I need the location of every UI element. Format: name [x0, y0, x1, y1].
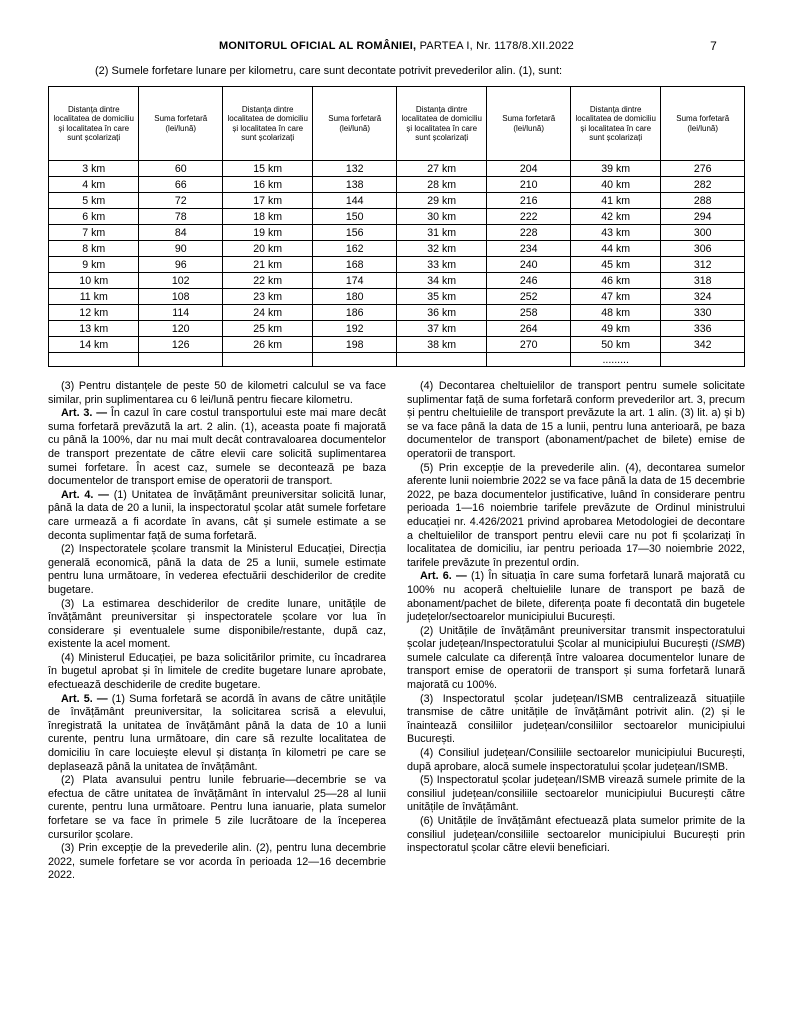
- intro-paragraph: (2) Sumele forfetare lunare per kilometru, care sunt decontate potrivit prevederilor alin. (1), sunt:: [95, 65, 563, 77]
- distance-cell: .........: [570, 353, 660, 367]
- sum-cell: 198: [313, 337, 397, 353]
- distance-cell: 15 km: [222, 161, 312, 177]
- body-paragraph: (4) Decontarea cheltuielilor de transport pentru sumele solicitate suplimentar față de suma forfetară conform prevederilor art. 3, precum și pentru cheltuielile de transport prevăzute la art. 1 alin. (3) lit. a) și b) se va face până la data de 15 a lunii, pentru luna anterioară, pe baza documentelor de transport (abonament/pachet de bilete) emise de operatorii de transport.: [407, 380, 745, 460]
- sum-cell: 324: [661, 289, 745, 305]
- sum-cell: 204: [487, 161, 571, 177]
- sum-cell: 312: [661, 257, 745, 273]
- sum-cell: 150: [313, 209, 397, 225]
- sum-cell: 282: [661, 177, 745, 193]
- table-row: [49, 177, 745, 193]
- distance-cell: 12 km: [49, 305, 139, 321]
- distance-cell: 44 km: [570, 241, 660, 257]
- distance-cell: 5 km: [49, 193, 139, 209]
- sum-cell: 264: [487, 321, 571, 337]
- distance-cell: [222, 353, 312, 367]
- table-row: [49, 305, 745, 321]
- sum-cell: 126: [139, 337, 223, 353]
- distance-cell: 34 km: [396, 273, 486, 289]
- distance-cell: 25 km: [222, 321, 312, 337]
- sum-cell: 270: [487, 337, 571, 353]
- distance-cell: 33 km: [396, 257, 486, 273]
- distance-cell: 19 km: [222, 225, 312, 241]
- table-row: [49, 257, 745, 273]
- distance-cell: 4 km: [49, 177, 139, 193]
- body-paragraph: (3) Prin excepție de la prevederile alin. (2), pentru luna decembrie 2022, sumele forfetare se vor acorda în perioada 12—16 decembrie 2022.: [48, 842, 386, 882]
- sum-cell: 306: [661, 241, 745, 257]
- sum-cell: 186: [313, 305, 397, 321]
- sum-cell: 84: [139, 225, 223, 241]
- distance-cell: 38 km: [396, 337, 486, 353]
- sum-cell: 342: [661, 337, 745, 353]
- sum-cell: 114: [139, 305, 223, 321]
- distance-column-header: Distanța dintre localitatea de domiciliu și localitatea în care sunt școlarizați: [222, 87, 312, 161]
- distance-cell: 35 km: [396, 289, 486, 305]
- distance-column-header: Distanța dintre localitatea de domiciliu și localitatea în care sunt școlarizați: [570, 87, 660, 161]
- sum-column-header: Suma forfetară (lei/lună): [487, 87, 571, 161]
- distance-cell: 10 km: [49, 273, 139, 289]
- right-column: [407, 380, 745, 883]
- table-body: [49, 161, 745, 367]
- left-column: [48, 380, 386, 883]
- sum-cell: 102: [139, 273, 223, 289]
- sum-cell: 132: [313, 161, 397, 177]
- page-header: [48, 40, 745, 52]
- distance-cell: 8 km: [49, 241, 139, 257]
- table-row: [49, 241, 745, 257]
- sum-cell: 228: [487, 225, 571, 241]
- distance-cell: 29 km: [396, 193, 486, 209]
- sum-cell: 252: [487, 289, 571, 305]
- sum-column-header: Suma forfetară (lei/lună): [661, 87, 745, 161]
- table-header-row: [49, 87, 745, 161]
- distance-cell: 17 km: [222, 193, 312, 209]
- distance-cell: 28 km: [396, 177, 486, 193]
- distance-cell: 21 km: [222, 257, 312, 273]
- sum-cell: [661, 353, 745, 367]
- body-paragraph: (3) La estimarea deschiderilor de credite lunare, unitățile de învățământ preuniversitar și inspectoratele școlare vor lua în considerare și eventualele sume disponibile/restante, după caz, existente la acel moment.: [48, 597, 386, 651]
- sum-cell: [313, 353, 397, 367]
- sum-cell: 216: [487, 193, 571, 209]
- journal-title: MONITORUL OFICIAL AL ROMÂNIEI,: [219, 40, 417, 52]
- sum-cell: 180: [313, 289, 397, 305]
- sum-cell: 246: [487, 273, 571, 289]
- table-row: [49, 321, 745, 337]
- sum-cell: 156: [313, 225, 397, 241]
- sum-cell: 168: [313, 257, 397, 273]
- sum-cell: 144: [313, 193, 397, 209]
- body-paragraph: (4) Ministerul Educației, pe baza solicitărilor primite, cu încadrarea în bugetul aprobat și în limitele de credite bugetare lunare aprobate, efectuează deschiderile de credite bugetare.: [48, 651, 386, 692]
- sum-cell: 318: [661, 273, 745, 289]
- distance-cell: 48 km: [570, 305, 660, 321]
- body-paragraph: Art. 4. — (1) Unitatea de învățământ preuniversitar solicită lunar, până la data de 20 a lunii, la inspectoratul școlar atât sumele forfetare care urmează a fi acordate în avans, cât și sumele estimate a se deconta suplimentar față de suma forfetară.: [48, 488, 386, 542]
- body-paragraph: (2) Plata avansului pentru lunile februarie—decembrie se va efectua de către unitatea de învățământ în intervalul 25—28 al lunii curente, pentru luna următoare. Pentru luna ianuarie, plata sumelor forfetare se va face în primele 5 zile lucrătoare de la începerea cursurilor școlare.: [48, 774, 386, 841]
- sum-cell: 96: [139, 257, 223, 273]
- body-paragraph: (2) Unitățile de învățământ preuniversitar transmit inspectoratului școlar județean/Inspectoratului Școlar al municipiului București (ISMB) sumele calculate ca diferență între valoarea documentelor lunare de transport emise de operatorii de transport și suma forfetară lunară majorată cu 100%.: [407, 624, 745, 692]
- distance-cell: 24 km: [222, 305, 312, 321]
- table-row: [49, 353, 745, 367]
- body-paragraph: Art. 5. — (1) Suma forfetară se acordă în avans de către unitățile de învățământ preuniversitar, la solicitarea scrisă a elevului, înregistrată la unitatea de învățământ până la data de 10 a lunii curente, pentru luna următoare, din care să rezulte localitatea de domiciliu în care locuiește elevul și distanța în kilometri pe care se deplasează până la unitatea de învățământ.: [48, 692, 386, 773]
- distance-cell: 39 km: [570, 161, 660, 177]
- distance-cell: 20 km: [222, 241, 312, 257]
- sum-column-header: Suma forfetară (lei/lună): [313, 87, 397, 161]
- body-paragraph: (5) Inspectoratul școlar județean/ISMB virează sumele primite de la consiliul județean/consiliile sectoarelor municipiului București către unitățile de învățământ.: [407, 774, 745, 814]
- distance-cell: 42 km: [570, 209, 660, 225]
- sum-cell: 288: [661, 193, 745, 209]
- body-paragraph: (3) Pentru distanțele de peste 50 de kilometri calculul se va face similar, prin suplimentarea cu 6 lei/lună pentru fiecare kilometru.: [48, 380, 386, 406]
- sum-column-header: Suma forfetară (lei/lună): [139, 87, 223, 161]
- body-paragraph: Art. 6. — (1) În situația în care suma forfetară lunară majorată cu 100% nu acoperă cheltuielile lunare de transport pe bază de abonament/pachet de bilete, diferența poate fi decontată din bugetele județelor/sectoarelor municipiului București.: [407, 570, 745, 624]
- sum-cell: 234: [487, 241, 571, 257]
- distance-cell: 7 km: [49, 225, 139, 241]
- distance-cell: 6 km: [49, 209, 139, 225]
- distance-cell: 26 km: [222, 337, 312, 353]
- distance-cell: 18 km: [222, 209, 312, 225]
- sum-cell: 78: [139, 209, 223, 225]
- distance-cell: 40 km: [570, 177, 660, 193]
- distance-cell: 47 km: [570, 289, 660, 305]
- distance-cell: 37 km: [396, 321, 486, 337]
- sum-cell: 60: [139, 161, 223, 177]
- distance-cell: 16 km: [222, 177, 312, 193]
- distance-cell: 50 km: [570, 337, 660, 353]
- sum-cell: 192: [313, 321, 397, 337]
- body-paragraph: (5) Prin excepție de la prevederile alin. (4), decontarea sumelor aferente lunii noiembrie 2022 se va face până la data de 15 decembrie 2022, pe baza documentelor justificative, luând în considerare pentru perioada 1—16 noiembrie tarifele prevăzute de Ordinul ministrului educației nr. 4.426/2021 privind aprobarea Metodologiei de decontare a cheltuielilor de transport pentru elevii care nu pot fi școlarizați în localitatea de domiciliu, iar pentru perioada 17—30 noiembrie 2022, tarifele prevăzute în prezentul ordin.: [407, 461, 745, 569]
- distance-cell: 3 km: [49, 161, 139, 177]
- table-row: [49, 337, 745, 353]
- sum-cell: 240: [487, 257, 571, 273]
- sum-cell: 258: [487, 305, 571, 321]
- sum-cell: 330: [661, 305, 745, 321]
- sum-cell: 120: [139, 321, 223, 337]
- body-paragraph: Art. 3. — În cazul în care costul transportului este mai mare decât suma forfetară prevăzută la art. 2 alin. (1), aceasta poate fi majorată cu până la 100%, dar nu mai mult decât contravaloarea documentelor de transport prezentate de către elevii care solicită suplimentarea sumei forfetare. În acest caz, sumele se decontează pe baza documentelor de transport emise de operatorii de transport.: [48, 407, 386, 488]
- body-paragraph: (2) Inspectoratele școlare transmit la Ministerul Educației, Direcția generală economică, până la data de 25 a lunii, sumele estimate pentru luna următoare, în vederea efectuării deschiderilor de credite bugetare.: [48, 543, 386, 596]
- table-row: [49, 193, 745, 209]
- sum-cell: 294: [661, 209, 745, 225]
- sum-cell: 138: [313, 177, 397, 193]
- distance-cell: 14 km: [49, 337, 139, 353]
- table-row: [49, 161, 745, 177]
- sum-cell: 276: [661, 161, 745, 177]
- distance-cell: 30 km: [396, 209, 486, 225]
- distance-cell: 49 km: [570, 321, 660, 337]
- body-paragraph: (6) Unitățile de învățământ efectuează plata sumelor primite de la consiliul județean/consiliile sectoarelor municipiului București prin inspectoratul școlar către elevii beneficiari.: [407, 815, 745, 855]
- distance-cell: [396, 353, 486, 367]
- issue-info: PARTEA I, Nr. 1178/8.XII.2022: [416, 40, 574, 52]
- table-row: [49, 289, 745, 305]
- distance-cell: 45 km: [570, 257, 660, 273]
- sum-cell: [487, 353, 571, 367]
- distance-cell: 13 km: [49, 321, 139, 337]
- table-row: [49, 225, 745, 241]
- forfetar-table: [48, 86, 745, 367]
- sum-cell: 162: [313, 241, 397, 257]
- distance-cell: 23 km: [222, 289, 312, 305]
- distance-cell: 43 km: [570, 225, 660, 241]
- body-paragraph: (4) Consiliul județean/Consiliile sectoarelor municipiului București, după aprobare, alocă sumele inspectoratului școlar județean/ISMB.: [407, 747, 745, 773]
- table-row: [49, 209, 745, 225]
- distance-column-header: Distanța dintre localitatea de domiciliu și localitatea în care sunt școlarizați: [396, 87, 486, 161]
- sum-cell: 336: [661, 321, 745, 337]
- page-number: 7: [710, 39, 717, 53]
- distance-column-header: Distanța dintre localitatea de domiciliu și localitatea în care sunt școlarizați: [49, 87, 139, 161]
- sum-cell: 174: [313, 273, 397, 289]
- distance-cell: 9 km: [49, 257, 139, 273]
- table-row: [49, 273, 745, 289]
- sum-cell: 90: [139, 241, 223, 257]
- sum-cell: 210: [487, 177, 571, 193]
- table-header: [49, 87, 745, 161]
- sum-cell: 222: [487, 209, 571, 225]
- distance-cell: 46 km: [570, 273, 660, 289]
- distance-cell: 11 km: [49, 289, 139, 305]
- body-paragraph: (3) Inspectoratul școlar județean/ISMB centralizează situațiile transmise de către unitățile de învățământ potrivit alin. (2) și le înaintează consiliilor județean/consiliilor sectoarelor municipiului București.: [407, 692, 745, 746]
- distance-cell: 36 km: [396, 305, 486, 321]
- distance-cell: 31 km: [396, 225, 486, 241]
- body-columns: [48, 380, 745, 883]
- sum-cell: 108: [139, 289, 223, 305]
- sum-cell: 66: [139, 177, 223, 193]
- distance-cell: 32 km: [396, 241, 486, 257]
- sum-cell: 72: [139, 193, 223, 209]
- distance-cell: 22 km: [222, 273, 312, 289]
- distance-cell: 27 km: [396, 161, 486, 177]
- distance-cell: [49, 353, 139, 367]
- distance-cell: 41 km: [570, 193, 660, 209]
- sum-cell: [139, 353, 223, 367]
- sum-cell: 300: [661, 225, 745, 241]
